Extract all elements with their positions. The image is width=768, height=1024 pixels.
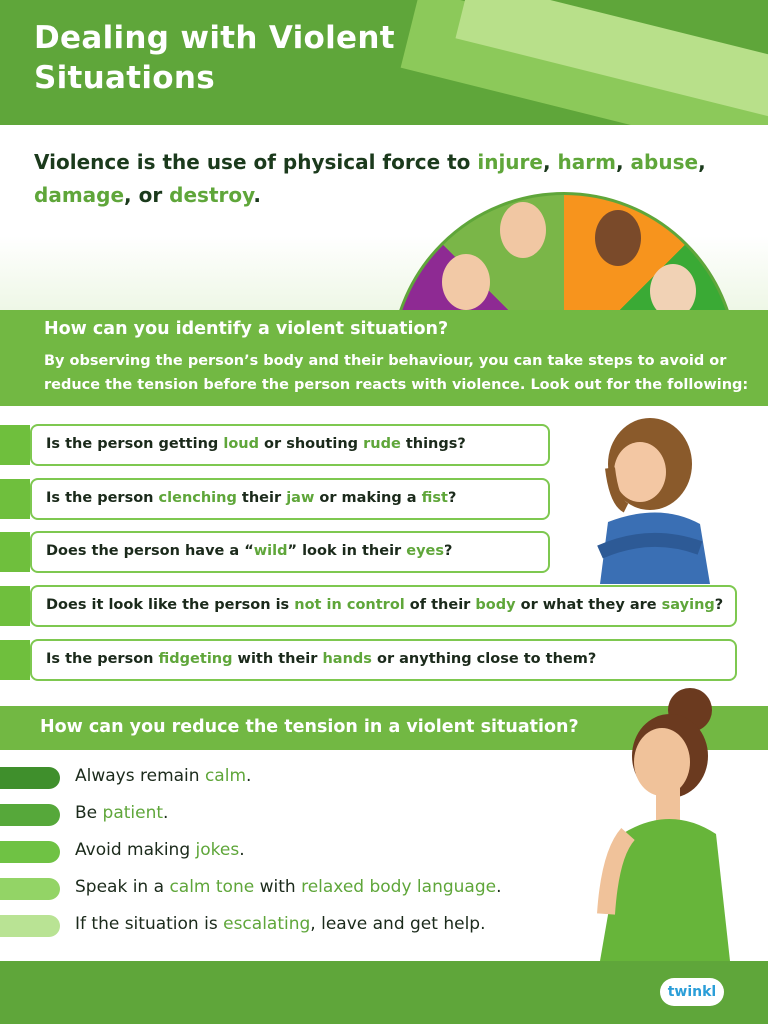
question-tab (0, 479, 30, 519)
child-face-purple (442, 254, 490, 310)
tip-text: Be patient. (75, 803, 169, 823)
question-item (30, 585, 737, 627)
question-text: Is the person getting loud or shouting rude things? (46, 436, 466, 452)
tip-text: Always remain calm. (75, 766, 252, 786)
tip-marker (0, 767, 60, 789)
question-item (30, 639, 737, 681)
page-title: Dealing with Violent Situations (34, 20, 395, 96)
question-text: Does it look like the person is not in control of their body or what they are saying? (46, 597, 724, 613)
identify-heading: How can you identify a violent situation? (44, 319, 449, 339)
tip-marker (0, 804, 60, 826)
child-face-teal (650, 264, 696, 310)
intro-definition: Violence is the use of physical force to injure, harm, abuse, damage, or destroy. (34, 150, 706, 207)
tip-marker (0, 878, 60, 900)
child-face-orange (595, 210, 641, 266)
tip-text: If the situation is escalating, leave and get help. (75, 914, 486, 934)
twinkl-logo[interactable]: twinkl (660, 978, 724, 1006)
question-item (30, 478, 550, 520)
question-text: Is the person clenching their jaw or making a fist? (46, 490, 457, 506)
reduce-heading: How can you reduce the tension in a violent situation? (40, 717, 579, 737)
calm-woman-illustration (570, 684, 750, 961)
question-item (30, 424, 550, 466)
tip-text: Avoid making jokes. (75, 840, 245, 860)
child-face-green (500, 202, 546, 258)
tip-text: Speak in a calm tone with relaxed body language. (75, 877, 502, 897)
question-tab (0, 640, 30, 680)
tip-marker (0, 841, 60, 863)
tip-marker (0, 915, 60, 937)
footer (0, 961, 768, 1024)
question-text: Does the person have a “wild” look in their eyes? (46, 543, 453, 559)
question-tab (0, 425, 30, 465)
girl-crossed-arms-illustration (580, 412, 750, 584)
emotion-wheel-illustration (390, 192, 738, 310)
identify-description: By observing the person’s body and their behaviour, you can take steps to avoid or reduce the tension before the person reacts with violence. Look out for the following: (44, 353, 749, 393)
question-tab (0, 532, 30, 572)
question-item (30, 531, 550, 573)
question-text: Is the person fidgeting with their hands or anything close to them? (46, 651, 597, 667)
question-tab (0, 586, 30, 626)
